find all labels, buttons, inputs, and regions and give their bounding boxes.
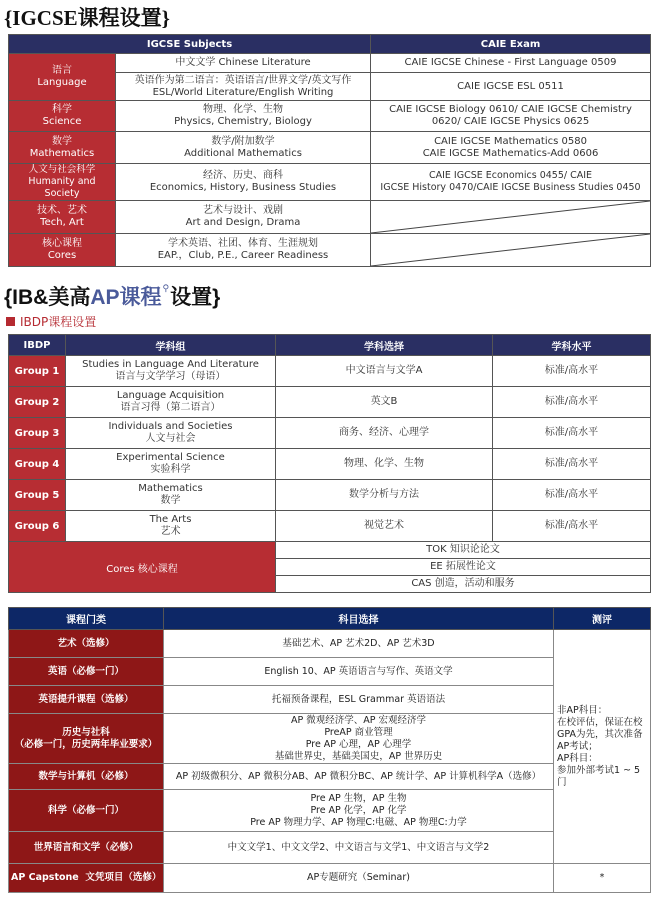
exam-cell bbox=[371, 54, 651, 73]
category-cn: 科学 bbox=[52, 104, 72, 115]
category-line: 历史与社科 bbox=[62, 726, 110, 738]
evaluation-cell bbox=[554, 630, 651, 864]
magnifier-icon[interactable]: ⚲ bbox=[162, 283, 170, 293]
exam-cell bbox=[371, 132, 651, 164]
subject-line: AP 微观经济学、AP 宏观经济学 bbox=[291, 714, 426, 726]
group-cn: 艺术 bbox=[160, 526, 181, 537]
category-cn: 技术、艺术 bbox=[37, 205, 87, 216]
subject-line: Physics, Chemistry, Biology bbox=[174, 116, 312, 127]
table-row bbox=[9, 630, 651, 658]
header-subject-group: 学科组 bbox=[66, 335, 276, 356]
subject-cell bbox=[116, 234, 371, 267]
header-subject-level: 学科水平 bbox=[493, 335, 651, 356]
group-en: Studies in Language And Literature bbox=[82, 359, 259, 370]
group-cn: 数学 bbox=[160, 495, 181, 506]
header-course-category: 课程门类 bbox=[9, 608, 164, 630]
group-name bbox=[66, 449, 276, 480]
table-row bbox=[9, 356, 651, 387]
exam-line: IGCSE History 0470/CAIE IGCSE Business Studies 0450 bbox=[380, 182, 641, 193]
table-row bbox=[9, 234, 651, 267]
table-row bbox=[9, 511, 651, 542]
group-label: Group 4 bbox=[9, 449, 66, 480]
igcse-title: {IGCSE课程设置} bbox=[4, 6, 170, 30]
exam-line: 0620/ CAIE IGCSE Physics 0625 bbox=[431, 116, 590, 127]
subject-cell bbox=[116, 101, 371, 132]
category-cn: 核心课程 bbox=[42, 238, 82, 249]
table-row bbox=[9, 132, 651, 164]
category-en: Tech, Art bbox=[40, 217, 84, 228]
subject-level: 标准/高水平 bbox=[493, 449, 651, 480]
group-label: Group 2 bbox=[9, 387, 66, 418]
subject-level: 标准/高水平 bbox=[493, 356, 651, 387]
table-row bbox=[9, 54, 651, 73]
group-label: Group 3 bbox=[9, 418, 66, 449]
group-en: Individuals and Societies bbox=[108, 421, 233, 432]
category-en: Humanity and Society bbox=[28, 176, 96, 199]
table-row bbox=[9, 101, 651, 132]
subject-line: Pre AP 化学，AP 化学 bbox=[310, 804, 407, 816]
subject-line: Pre AP 心理，AP 心理学 bbox=[305, 738, 412, 750]
group-cn: 实验科学 bbox=[150, 464, 191, 475]
header-caie-exam: CAIE Exam bbox=[371, 35, 651, 54]
exam-cell bbox=[371, 73, 651, 101]
table-row bbox=[9, 387, 651, 418]
ibdp-subtitle bbox=[6, 313, 96, 330]
group-en: Language Acquisition bbox=[116, 390, 225, 401]
subject-selection: 中文文学1、中文文学2、中文语言与文学1、中文语言与文学2 bbox=[164, 832, 554, 864]
category-en: Language bbox=[37, 77, 87, 88]
core-item: CAS 创造，活动和服务 bbox=[276, 576, 651, 593]
subject-line: Pre AP 物理力学、AP 物理C:电磁、AP 物理C:力学 bbox=[250, 816, 467, 828]
core-item: EE 拓展性论文 bbox=[276, 559, 651, 576]
evaluation-line: AP科目： bbox=[557, 752, 598, 764]
subject-line: 经济、历史、商科 bbox=[203, 170, 283, 181]
subject-cell bbox=[116, 54, 371, 73]
group-label: Group 1 bbox=[9, 356, 66, 387]
group-en: The Arts bbox=[149, 514, 192, 525]
subject-level: 标准/高水平 bbox=[493, 387, 651, 418]
cores-label: Cores 核心课程 bbox=[9, 542, 276, 593]
category-tech-art bbox=[9, 201, 116, 234]
diagonal-line bbox=[371, 234, 650, 266]
subject-level: 标准/高水平 bbox=[493, 480, 651, 511]
subject-choice: 商务、经济、心理学 bbox=[276, 418, 493, 449]
table-row bbox=[9, 201, 651, 234]
exam-line: CAIE IGCSE Chinese - First Language 0509 bbox=[404, 57, 617, 68]
exam-line: CAIE IGCSE Biology 0610/ CAIE IGCSE Chemistry bbox=[389, 104, 632, 115]
subject-selection bbox=[164, 790, 554, 832]
course-category: 英语提升课程（选修） bbox=[9, 686, 164, 714]
subject-choice: 视觉艺术 bbox=[276, 511, 493, 542]
group-en: Experimental Science bbox=[116, 452, 225, 463]
exam-cell bbox=[371, 101, 651, 132]
subject-cell bbox=[116, 164, 371, 201]
square-bullet-icon bbox=[6, 317, 15, 326]
subject-line: 中文文学 Chinese Literature bbox=[175, 57, 311, 68]
subject-line: 物理、化学、生物 bbox=[203, 104, 283, 115]
category-cores bbox=[9, 234, 116, 267]
table-row bbox=[9, 164, 651, 201]
subject-choice: 数学分析与方法 bbox=[276, 480, 493, 511]
category-en: Mathematics bbox=[29, 147, 95, 159]
ibdp-table bbox=[8, 334, 651, 593]
category-mathematics bbox=[9, 132, 116, 164]
subject-line: 艺术与设计、戏剧 bbox=[203, 205, 283, 216]
course-category bbox=[9, 714, 164, 764]
subject-line: 学术英语、社团、体育、生涯规划 bbox=[168, 238, 318, 249]
category-en: Cores bbox=[47, 250, 77, 261]
header-subject-selection: 科目选择 bbox=[164, 608, 554, 630]
group-cn: 人文与社会 bbox=[145, 433, 196, 444]
subject-choice: 物理、化学、生物 bbox=[276, 449, 493, 480]
group-label: Group 5 bbox=[9, 480, 66, 511]
subtitle-text: IBDP课程设置 bbox=[20, 315, 97, 329]
exam-line: CAIE IGCSE Mathematics 0580 bbox=[434, 135, 587, 147]
course-category: 科学（必修一门） bbox=[9, 790, 164, 832]
subject-cell bbox=[116, 132, 371, 164]
course-category: 英语（必修一门） bbox=[9, 658, 164, 686]
category-science bbox=[9, 101, 116, 132]
ib-ap-title bbox=[4, 281, 220, 311]
group-name bbox=[66, 418, 276, 449]
capstone-evaluation: * bbox=[554, 864, 651, 893]
header-ibdp: IBDP bbox=[9, 335, 66, 356]
subject-line: EAP.，Club, P.E., Career Readiness bbox=[157, 250, 329, 261]
course-category: AP Capstone 文凭项目（选修） bbox=[9, 864, 164, 893]
subject-line: Pre AP 生物，AP 生物 bbox=[310, 792, 407, 804]
group-cn: 语言习得（第二语言） bbox=[120, 402, 221, 413]
empty-diagonal-cell bbox=[371, 234, 651, 267]
title-suffix: 设置} bbox=[170, 286, 221, 309]
subject-line: Economics, History, Business Studies bbox=[149, 182, 337, 193]
subject-level: 标准/高水平 bbox=[493, 511, 651, 542]
category-cn: 数学 bbox=[52, 135, 72, 147]
subject-selection: AP 初级微积分、AP 微积分AB、AP 微积分BC、AP 统计学、AP 计算机科学A（选修） bbox=[164, 764, 554, 790]
subject-choice: 中文语言与文学A bbox=[276, 356, 493, 387]
empty-diagonal-cell bbox=[371, 201, 651, 234]
evaluation-line: AP考试； bbox=[557, 740, 598, 752]
core-item: TOK 知识论论文 bbox=[276, 542, 651, 559]
category-language bbox=[9, 54, 116, 101]
subject-selection: 托福预备课程，ESL Grammar 英语语法 bbox=[164, 686, 554, 714]
header-subject-choice: 学科选择 bbox=[276, 335, 493, 356]
course-category: 艺术（选修） bbox=[9, 630, 164, 658]
subject-selection: 基础艺术、AP 艺术2D、AP 艺术3D bbox=[164, 630, 554, 658]
ap-table bbox=[8, 607, 651, 893]
diagonal-line bbox=[371, 201, 650, 233]
evaluation-line: 参加外部考试1 ~ 5门 bbox=[557, 764, 641, 788]
table-row bbox=[9, 864, 651, 893]
evaluation-line: 非AP科目： bbox=[557, 704, 608, 716]
title-prefix: {IB&美高 bbox=[4, 286, 91, 309]
subject-line: Art and Design, Drama bbox=[185, 217, 301, 228]
subject-line: Additional Mathematics bbox=[184, 147, 302, 159]
subject-selection: English 10、AP 英语语言与写作、英语文学 bbox=[164, 658, 554, 686]
exam-line: CAIE IGCSE ESL 0511 bbox=[457, 80, 564, 92]
subject-cell bbox=[116, 73, 371, 101]
category-cn: 人文与社会科学 bbox=[28, 164, 96, 175]
table-row bbox=[9, 418, 651, 449]
exam-cell bbox=[371, 164, 651, 201]
table-row bbox=[9, 480, 651, 511]
subject-selection bbox=[164, 714, 554, 764]
group-name bbox=[66, 356, 276, 387]
subject-line: 英语作为第二语言：英语语言/世界文学/英文写作 bbox=[134, 74, 352, 86]
table-row bbox=[9, 542, 651, 559]
evaluation-line: GPA为先，其次准备 bbox=[557, 728, 643, 740]
category-humanity bbox=[9, 164, 116, 201]
group-name bbox=[66, 511, 276, 542]
evaluation-line: 在校评估，保证在校 bbox=[557, 716, 643, 728]
exam-line: CAIE IGCSE Mathematics-Add 0606 bbox=[422, 147, 599, 159]
group-name bbox=[66, 480, 276, 511]
course-category: 世界语言和文学（必修） bbox=[9, 832, 164, 864]
subject-selection: AP专题研究（Seminar) bbox=[164, 864, 554, 893]
subject-line: 基础世界史，基础美国史，AP 世界历史 bbox=[274, 750, 443, 762]
group-cn: 语言与文学学习（母语） bbox=[115, 371, 226, 382]
subject-line: ESL/World Literature/English Writing bbox=[152, 86, 334, 98]
category-line: （必修一门，历史两年毕业要求） bbox=[14, 738, 158, 750]
group-name bbox=[66, 387, 276, 418]
subject-line: 数学/附加数学 bbox=[211, 135, 275, 147]
table-row bbox=[9, 449, 651, 480]
exam-line: CAIE IGCSE Economics 0455/ CAIE bbox=[428, 170, 593, 181]
igcse-table bbox=[8, 34, 651, 267]
group-label: Group 6 bbox=[9, 511, 66, 542]
category-en: Science bbox=[42, 116, 82, 127]
course-category: 数学与计算机（必修） bbox=[9, 764, 164, 790]
category-cn: 语言 bbox=[52, 65, 72, 76]
group-en: Mathematics bbox=[138, 483, 203, 494]
header-evaluation: 测评 bbox=[554, 608, 651, 630]
subject-level: 标准/高水平 bbox=[493, 418, 651, 449]
header-igcse-subjects: IGCSE Subjects bbox=[9, 35, 371, 54]
subject-line: PreAP 商业管理 bbox=[324, 726, 393, 738]
title-ap: AP课程 bbox=[90, 286, 162, 309]
subject-choice: 英文B bbox=[276, 387, 493, 418]
subject-cell bbox=[116, 201, 371, 234]
